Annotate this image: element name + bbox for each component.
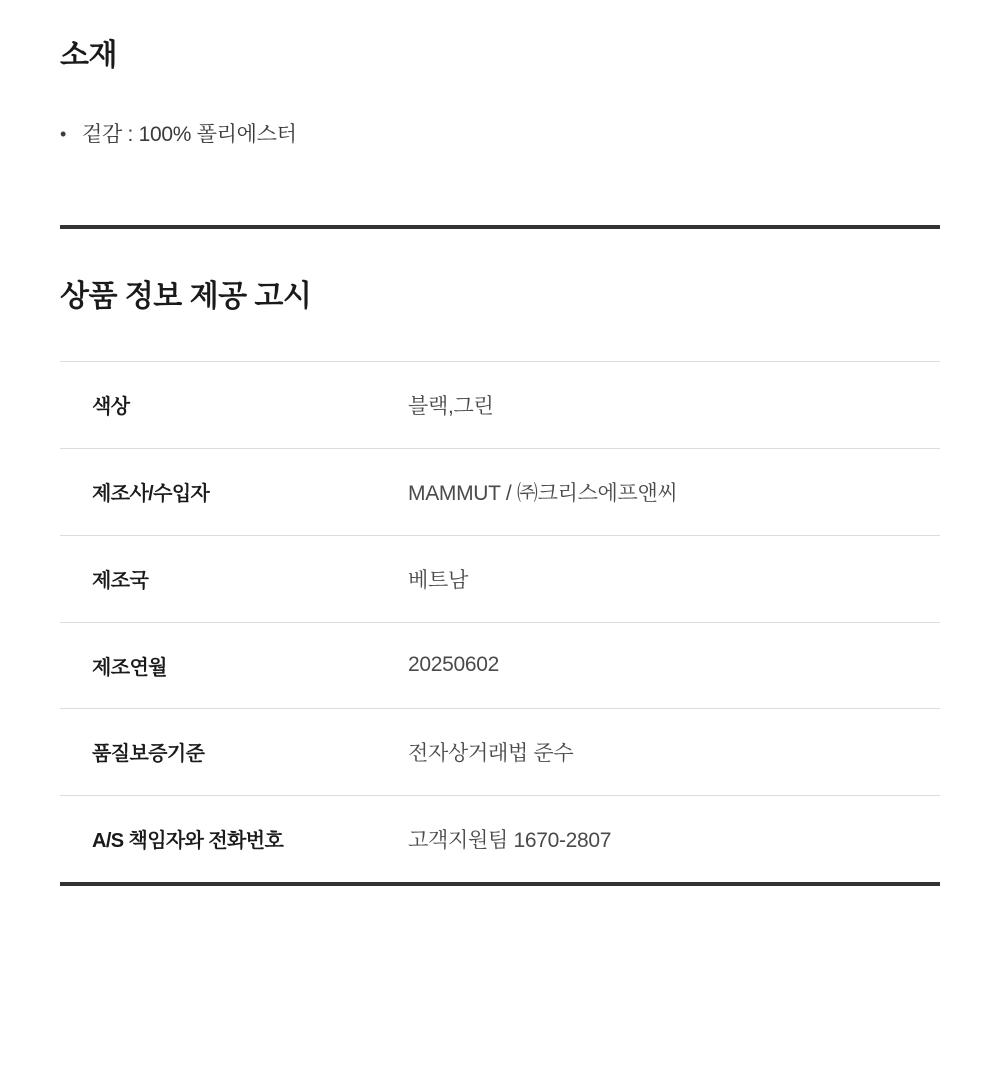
- table-row-value: 블랙,그린: [408, 394, 494, 418]
- product-info-table: [60, 361, 940, 882]
- info-section-title: 상품 정보 제공 고시: [60, 279, 312, 313]
- table-row: [60, 535, 940, 622]
- table-row-label: 제조연월: [92, 656, 167, 679]
- table-row: [60, 622, 940, 708]
- table-row-label: 제조사/수입자: [92, 483, 210, 505]
- material-list: [60, 119, 940, 151]
- product-info-notice-section: [60, 229, 940, 886]
- table-row: [60, 361, 940, 448]
- table-row-label: 색상: [92, 396, 130, 418]
- table-row-value: 베트남: [408, 568, 468, 592]
- bullet-icon: •: [60, 124, 67, 144]
- table-row: [60, 448, 940, 535]
- list-item: [60, 119, 940, 151]
- table-row-value: MAMMUT / ㈜크리스에프앤씨: [408, 481, 678, 505]
- table-row-label: 제조국: [92, 570, 149, 592]
- table-bottom-divider: [60, 882, 940, 886]
- table-row-value: 전자상거래법 준수: [408, 741, 574, 765]
- table-row: [60, 708, 940, 795]
- table-row-value: 20250602: [408, 653, 500, 676]
- material-section: [60, 0, 940, 151]
- table-row-value: 고객지원팀 1670-2807: [408, 828, 612, 852]
- material-item-text: 겉감 : 100% 폴리에스터: [82, 123, 297, 146]
- table-row-label: 품질보증기준: [92, 743, 205, 765]
- material-section-title: 소재: [60, 39, 117, 72]
- table-row: [60, 795, 940, 882]
- table-row-label: A/S 책임자와 전화번호: [92, 830, 284, 852]
